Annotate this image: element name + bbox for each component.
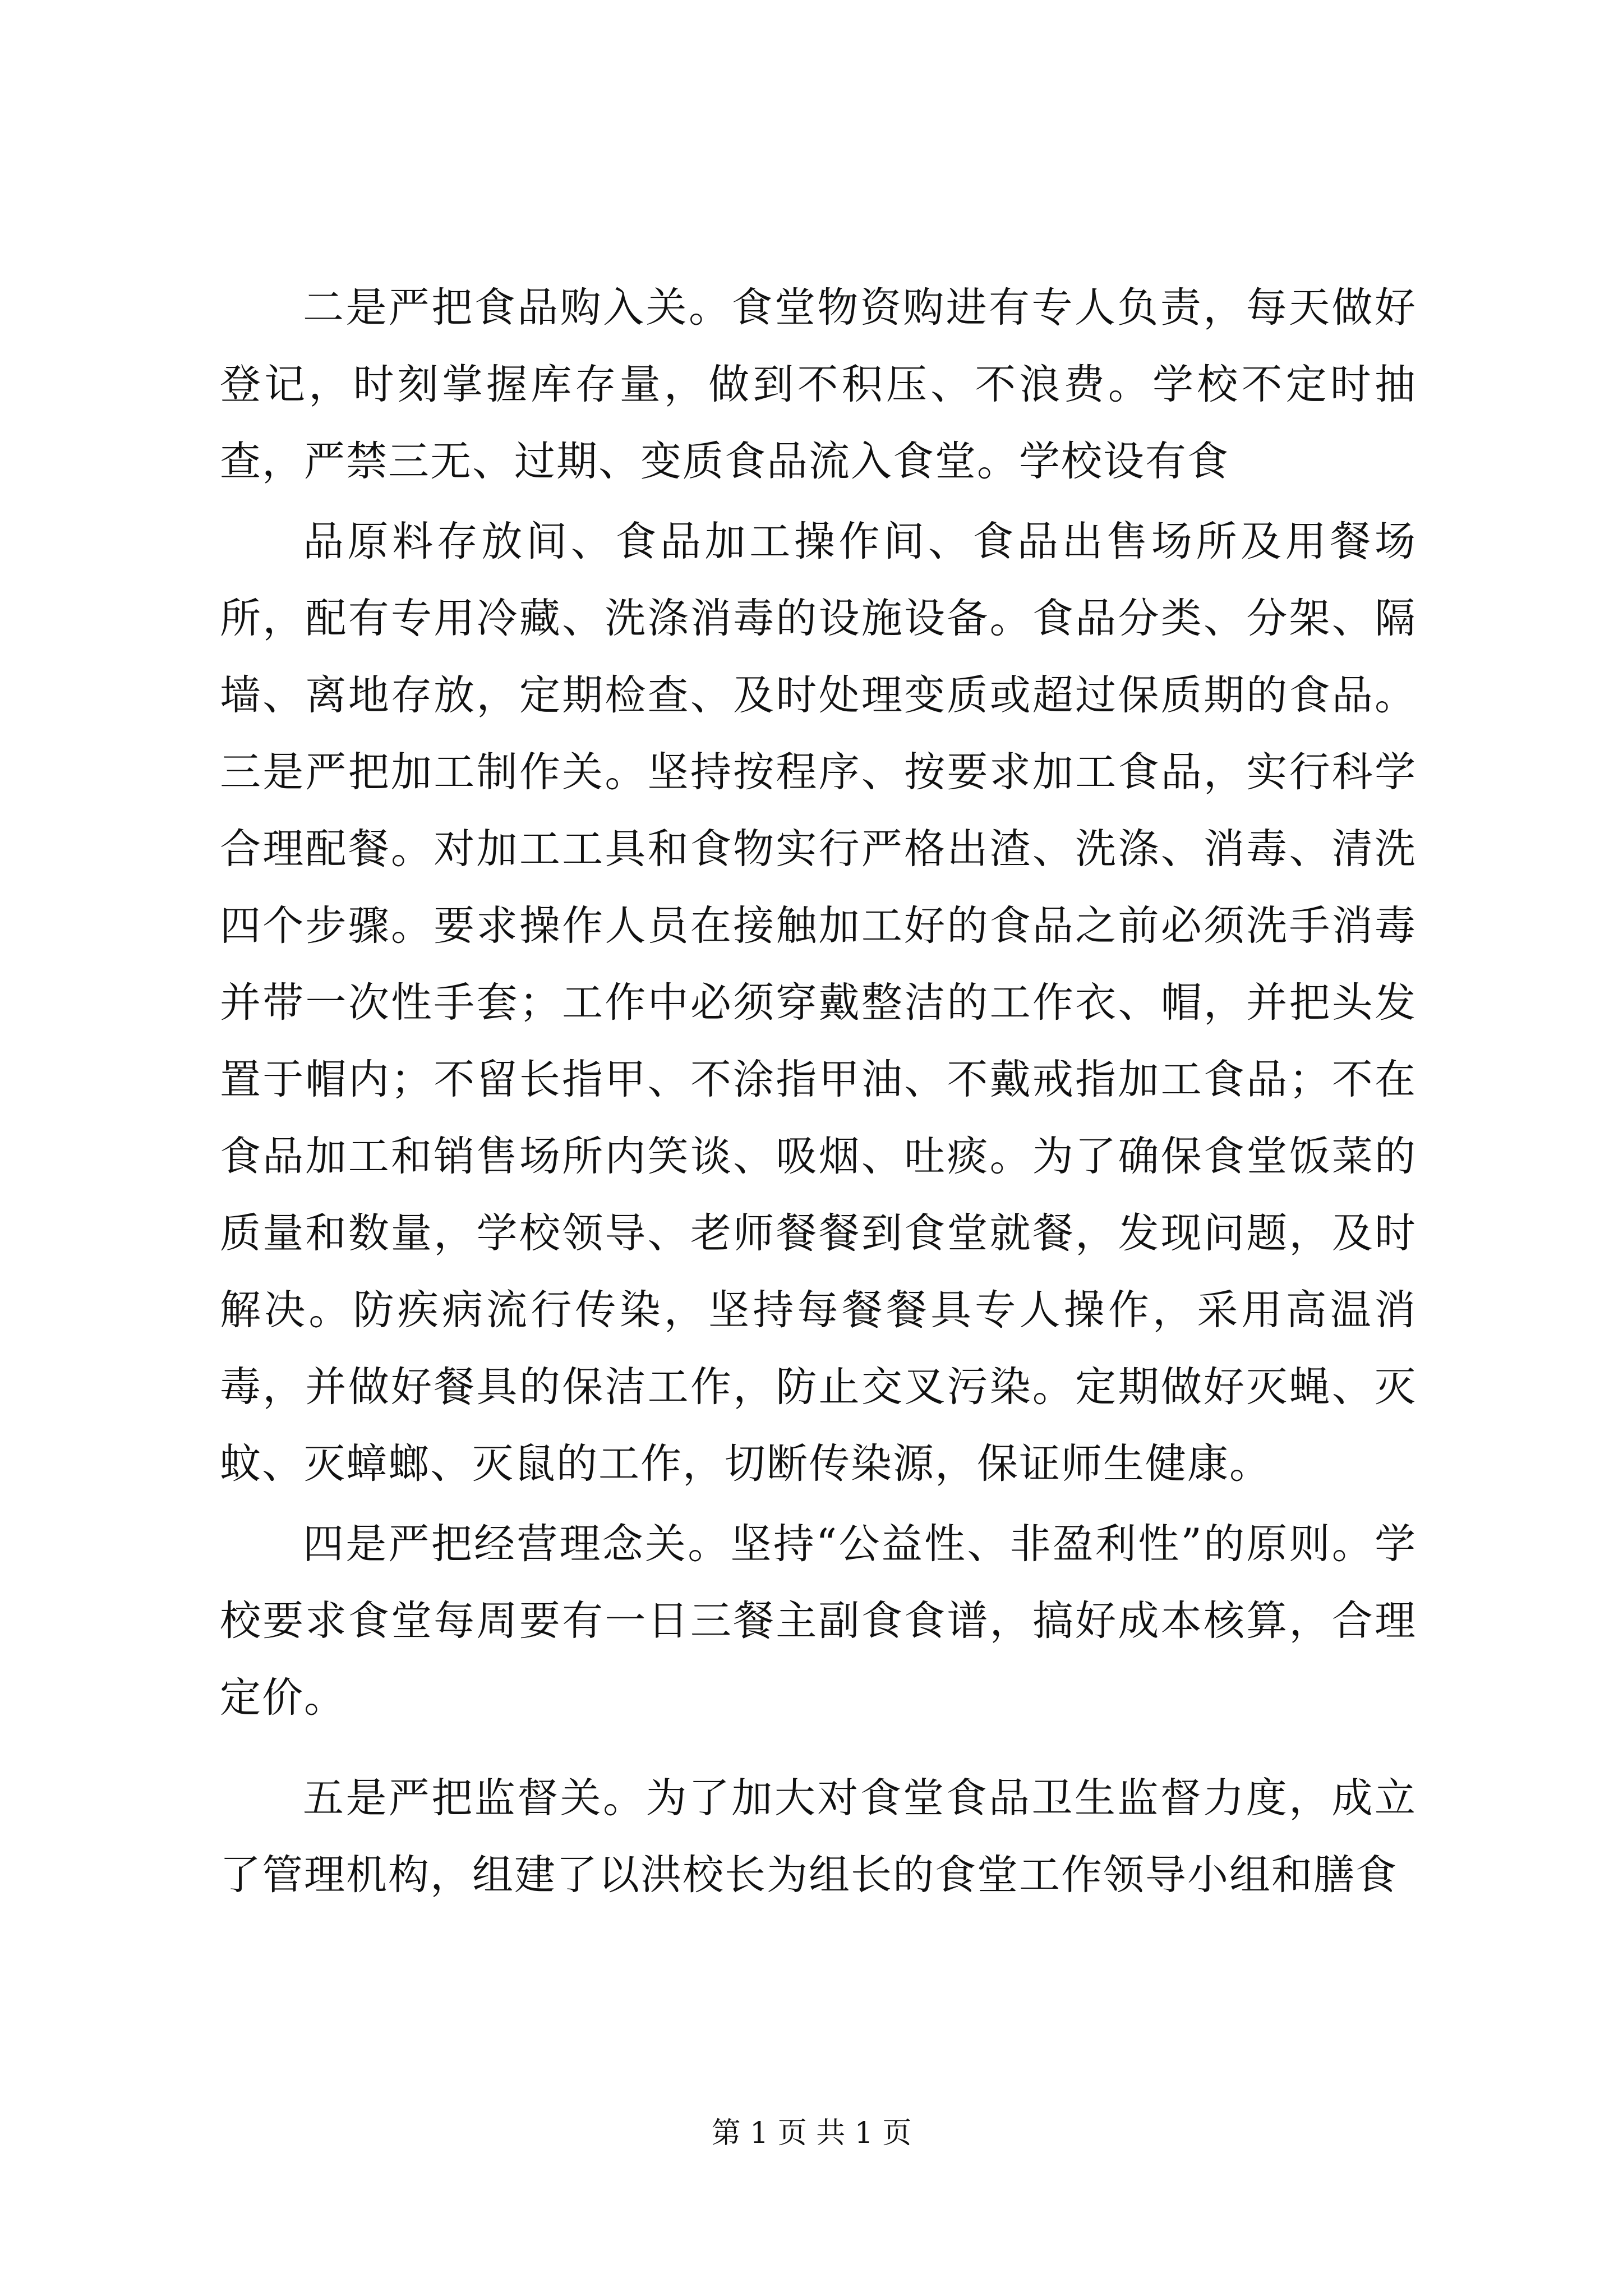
page-number-footer: 第 1 页 共 1 页 [711,2116,912,2150]
document-body [220,269,1417,1913]
paragraph-food-purchase: 二是严把食品购入关。食堂物资购进有专人负责，每天做好登记，时刻掌握库存量，做到不积压、不浪费。学校不定时抽查，严禁三无、过期、变质食品流入食堂。学校设有食 [220,284,1417,485]
paragraph-food-storage-processing: 品原料存放间、食品加工操作间、食品出售场所及用餐场所，配有专用冷藏、洗涤消毒的设施设备。食品分类、分架、隔墙、离地存放，定期检查、及时处理变质或超过保质期的食品。三是严把加工制作关。坚持按程序、按要求加工食品，实行科学合理配餐。对加工工具和食物实行严格出渣、洗涤、消毒、清洗四个步骤。要求操作人员在接触加工好的食品之前必须洗手消毒并带一次性手套；工作中必须穿戴整洁的工作衣、帽，并把头发置于帽内；不留长指甲、不涂指甲油、不戴戒指加工食品；不在食品加工和销售场所内笑谈、吸烟、吐痰。为了确保食堂饭菜的质量和数量，学校领导、老师餐餐到食堂就餐，发现问题，及时解决。防疾病流行传染，坚持每餐餐具专人操作，采用高温消毒，并做好餐具的保洁工作，防止交叉污染。定期做好灭蝇、灭蚊、灭蟑螂、灭鼠的工作，切断传染源，保证师生健康。 [220,518,1417,1488]
paragraph-business-philosophy: 四是严把经营理念关。坚持“公益性、非盈利性”的原则。学校要求食堂每周要有一日三餐主副食食谱，搞好成本核算，合理定价。 [220,1520,1417,1722]
paragraph-supervision: 五是严把监督关。为了加大对食堂食品卫生监督力度，成立了管理机构，组建了以洪校长为组长的食堂工作领导小组和膳食 [220,1774,1417,1899]
